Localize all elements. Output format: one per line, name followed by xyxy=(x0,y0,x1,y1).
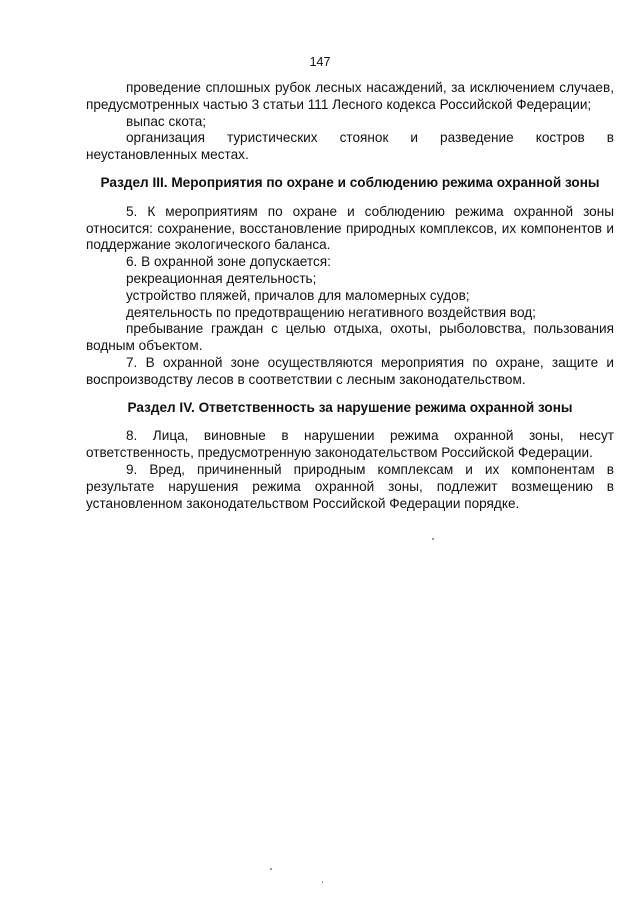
section-4-item-9: 9. Вред, причиненный природным комплексам и их компонентам в результате нарушения режима охранной зоны, подлежит возмещению в установленном законодательством Российской Федерации порядке. xyxy=(86,461,614,511)
page-number: 147 xyxy=(309,55,331,69)
scan-speck xyxy=(432,538,434,540)
document-body xyxy=(86,80,614,512)
section-3-citizens: пребывание граждан с целью отдыха, охоты, рыболовства, пользования водным объектом. xyxy=(86,321,614,354)
section-3-item-6: 6. В охранной зоне допускается: xyxy=(126,254,331,270)
section-3-water-protection: деятельность по предотвращению негативного воздействия вод; xyxy=(126,304,536,320)
section-3-item-5: 5. К мероприятиям по охране и соблюдению режима охранной зоны относится: сохранение, восстановление природных комплексов, их компонентов и поддержание экологического баланса. xyxy=(86,203,614,253)
paragraph-camping: организация туристических стоянок и разведение костров в неустановленных местах. xyxy=(86,130,614,163)
section-4-item-8: 8. Лица, виновные в нарушении режима охранной зоны, несут ответственность, предусмотренную законодательством Российской Федерации. xyxy=(86,428,614,461)
section-3-beaches: устройство пляжей, причалов для маломерных судов; xyxy=(126,287,470,303)
paragraph-clear-cutting: проведение сплошных рубок лесных насаждений, за исключением случаев, предусмотренных частью 3 статьи 111 Лесного кодекса Российской Федерации; xyxy=(86,80,614,112)
scan-speck xyxy=(322,881,323,883)
paragraph-grazing: выпас скота; xyxy=(126,113,207,129)
section-3-recreation: рекреационная деятельность; xyxy=(126,270,317,286)
section-4-heading: Раздел IV. Ответственность за нарушение режима охранной зоны xyxy=(127,399,573,415)
scan-speck xyxy=(270,868,272,870)
section-3-heading: Раздел III. Мероприятия по охране и соблюдению режима охранной зоны xyxy=(100,174,600,190)
section-3-item-7: 7. В охранной зоне осуществляются мероприятия по охране, защите и воспроизводству лесов в соответствии с лесным законодательством. xyxy=(86,354,614,387)
